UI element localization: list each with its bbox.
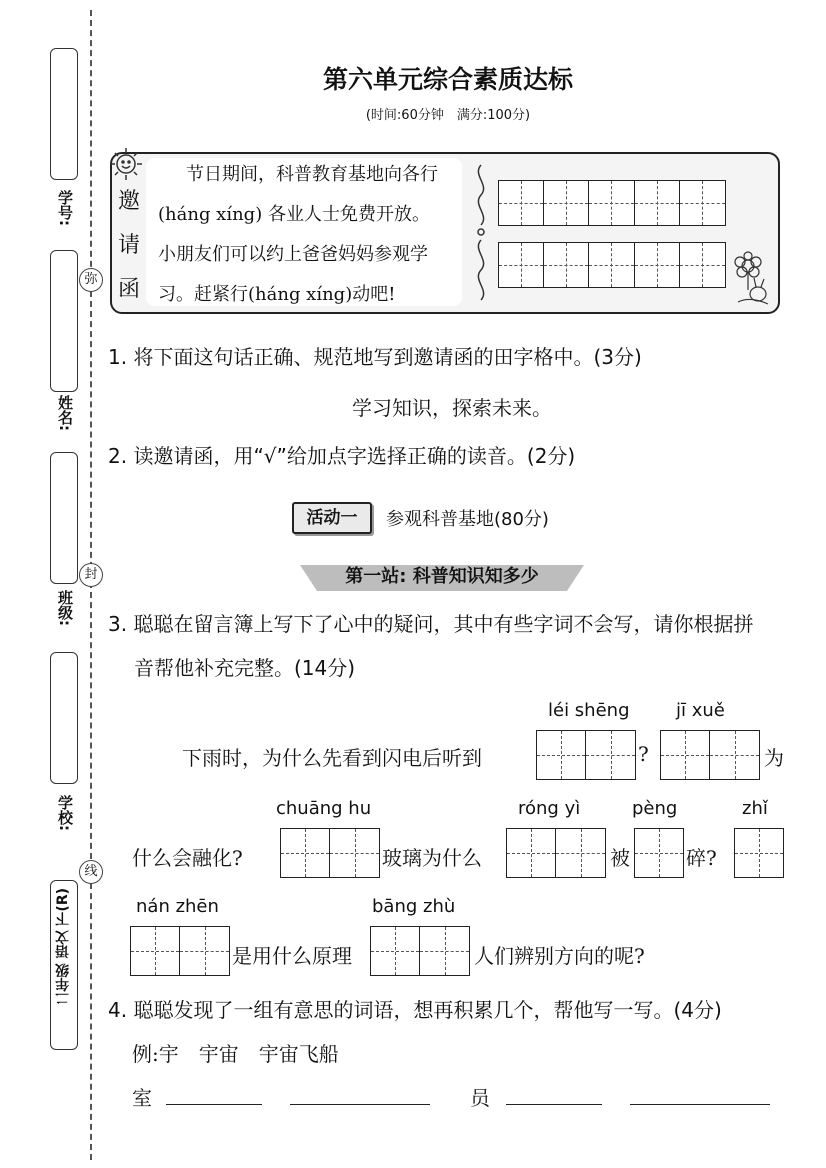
grid-nan-zhen[interactable] — [130, 926, 230, 976]
question-1: 1. 将下面这句话正确、规范地写到邀请函的田字格中。(3分) — [108, 345, 642, 369]
class-box[interactable] — [50, 452, 78, 584]
pinyin-rong-yi: róng yì — [518, 798, 581, 819]
invitation-line-4: 习。赶紧行(háng xíng)动吧! — [158, 284, 396, 305]
grid-cell[interactable] — [589, 181, 634, 225]
q3-row1-tail: 为 — [764, 746, 784, 770]
flower-rabbit-icon — [728, 250, 774, 308]
page-subtitle: (时间:60分钟 满分:100分) — [365, 108, 531, 123]
q1-sentence: 学习知识，探索未来。 — [352, 396, 552, 420]
grid-cell[interactable] — [661, 731, 710, 779]
scroll-ornament-icon — [468, 160, 494, 305]
grid-cell[interactable] — [507, 829, 556, 877]
invite-char-2: 请 — [118, 233, 141, 258]
grid-cell[interactable] — [544, 181, 589, 225]
student-id-label: 学号: — [56, 190, 74, 226]
question-4: 4. 聪聪发现了一组有意思的词语，想再积累几个，帮他写一写。(4分) — [108, 998, 722, 1022]
grid-zhi[interactable] — [734, 828, 784, 878]
grid-cell[interactable] — [180, 927, 229, 975]
grid-cell[interactable] — [499, 243, 544, 287]
invitation-line-1: 节日期间，科普教育基地向各行 — [186, 164, 438, 185]
pinyin-peng: pèng — [632, 798, 678, 819]
station-title: 第一站: 科普知识知多少 — [345, 566, 539, 587]
q4-char-yuan: 员 — [470, 1086, 490, 1110]
grid-cell[interactable] — [735, 829, 783, 877]
name-label: 姓名: — [56, 395, 74, 431]
invite-char-3: 函 — [118, 277, 141, 302]
sun-icon — [108, 146, 144, 182]
grid-bang-zhu[interactable] — [370, 926, 470, 976]
name-box[interactable] — [50, 250, 78, 392]
activity-title: 参观科普基地(80分) — [386, 509, 549, 530]
pinyin-bang-zhu: bāng zhù — [372, 896, 456, 917]
invitation-line-2: (háng xíng) 各业人士免费开放。 — [158, 204, 430, 225]
grid-cell[interactable] — [635, 181, 680, 225]
pinyin-zhi: zhǐ — [742, 798, 768, 819]
book-label: 二年级 语文 下(R) — [55, 888, 71, 1006]
cut-word-feng: 封 — [79, 563, 103, 587]
grid-cell[interactable] — [131, 927, 180, 975]
cut-word-xian: 线 — [79, 860, 103, 884]
question-3-line-2: 音帮他补充完整。(14分) — [134, 656, 356, 680]
pinyin-nan-zhen: nán zhēn — [136, 896, 219, 917]
page-title: 第六单元综合素质达标 — [322, 65, 573, 94]
activity-tag: 活动一 — [292, 502, 372, 534]
grid-cell[interactable] — [499, 181, 544, 225]
grid-cell[interactable] — [680, 181, 725, 225]
q3-row3-text-1: 是用什么原理 — [232, 944, 352, 968]
q3-row2-text-1: 什么会融化? — [132, 846, 243, 870]
q4-example: 例:宇 宇宙 宇宙飞船 — [132, 1042, 339, 1066]
cut-word-mi: 弥 — [79, 268, 103, 292]
grid-cell[interactable] — [586, 731, 635, 779]
q4-blank-4[interactable] — [630, 1104, 770, 1105]
grid-cell[interactable] — [537, 731, 586, 779]
grid-cell[interactable] — [371, 927, 420, 975]
grid-cell[interactable] — [544, 243, 589, 287]
pinyin-ji-xue: jī xuě — [676, 700, 725, 721]
invitation-line-3: 小朋友们可以约上爸爸妈妈参观学 — [158, 244, 428, 265]
grid-cell[interactable] — [635, 829, 683, 877]
grid-rong-yi[interactable] — [506, 828, 606, 878]
class-label: 班级: — [56, 590, 74, 626]
school-label: 学校: — [56, 795, 74, 831]
question-2: 2. 读邀请函，用“√”给加点字选择正确的读音。(2分) — [108, 444, 576, 468]
grid-ji-xue[interactable] — [660, 730, 760, 780]
q4-char-shi: 室 — [132, 1086, 152, 1110]
invite-char-1: 邀 — [118, 189, 141, 214]
q3-row1-qmark: ? — [638, 742, 649, 766]
grid-cell[interactable] — [635, 243, 680, 287]
grid-lei-sheng[interactable] — [536, 730, 636, 780]
grid-cell[interactable] — [710, 731, 759, 779]
q4-blank-1[interactable] — [166, 1104, 262, 1105]
q3-row3-text-2: 人们辨别方向的呢? — [474, 944, 645, 968]
q4-blank-2[interactable] — [290, 1104, 430, 1105]
q3-row2-text-2: 玻璃为什么 — [382, 846, 482, 870]
grid-cell[interactable] — [589, 243, 634, 287]
invitation-grid-row-2[interactable] — [498, 242, 726, 288]
pinyin-lei-sheng: léi shēng — [548, 700, 630, 721]
pinyin-chuang-hu: chuāng hu — [276, 798, 372, 819]
q3-row2-text-3: 被 — [610, 846, 630, 870]
grid-cell[interactable] — [281, 829, 330, 877]
grid-peng[interactable] — [634, 828, 684, 878]
grid-cell[interactable] — [420, 927, 469, 975]
grid-chuang-hu[interactable] — [280, 828, 380, 878]
grid-cell[interactable] — [556, 829, 605, 877]
grid-cell[interactable] — [330, 829, 379, 877]
invitation-grid-row-1[interactable] — [498, 180, 726, 226]
q4-blank-3[interactable] — [506, 1104, 602, 1105]
q3-row1-text: 下雨时，为什么先看到闪电后听到 — [182, 746, 482, 770]
grid-cell[interactable] — [680, 243, 725, 287]
q3-row2-text-4: 碎? — [686, 846, 717, 870]
question-3-line-1: 3. 聪聪在留言簿上写下了心中的疑问，其中有些字词不会写，请你根据拼 — [108, 612, 754, 636]
school-box[interactable] — [50, 652, 78, 784]
